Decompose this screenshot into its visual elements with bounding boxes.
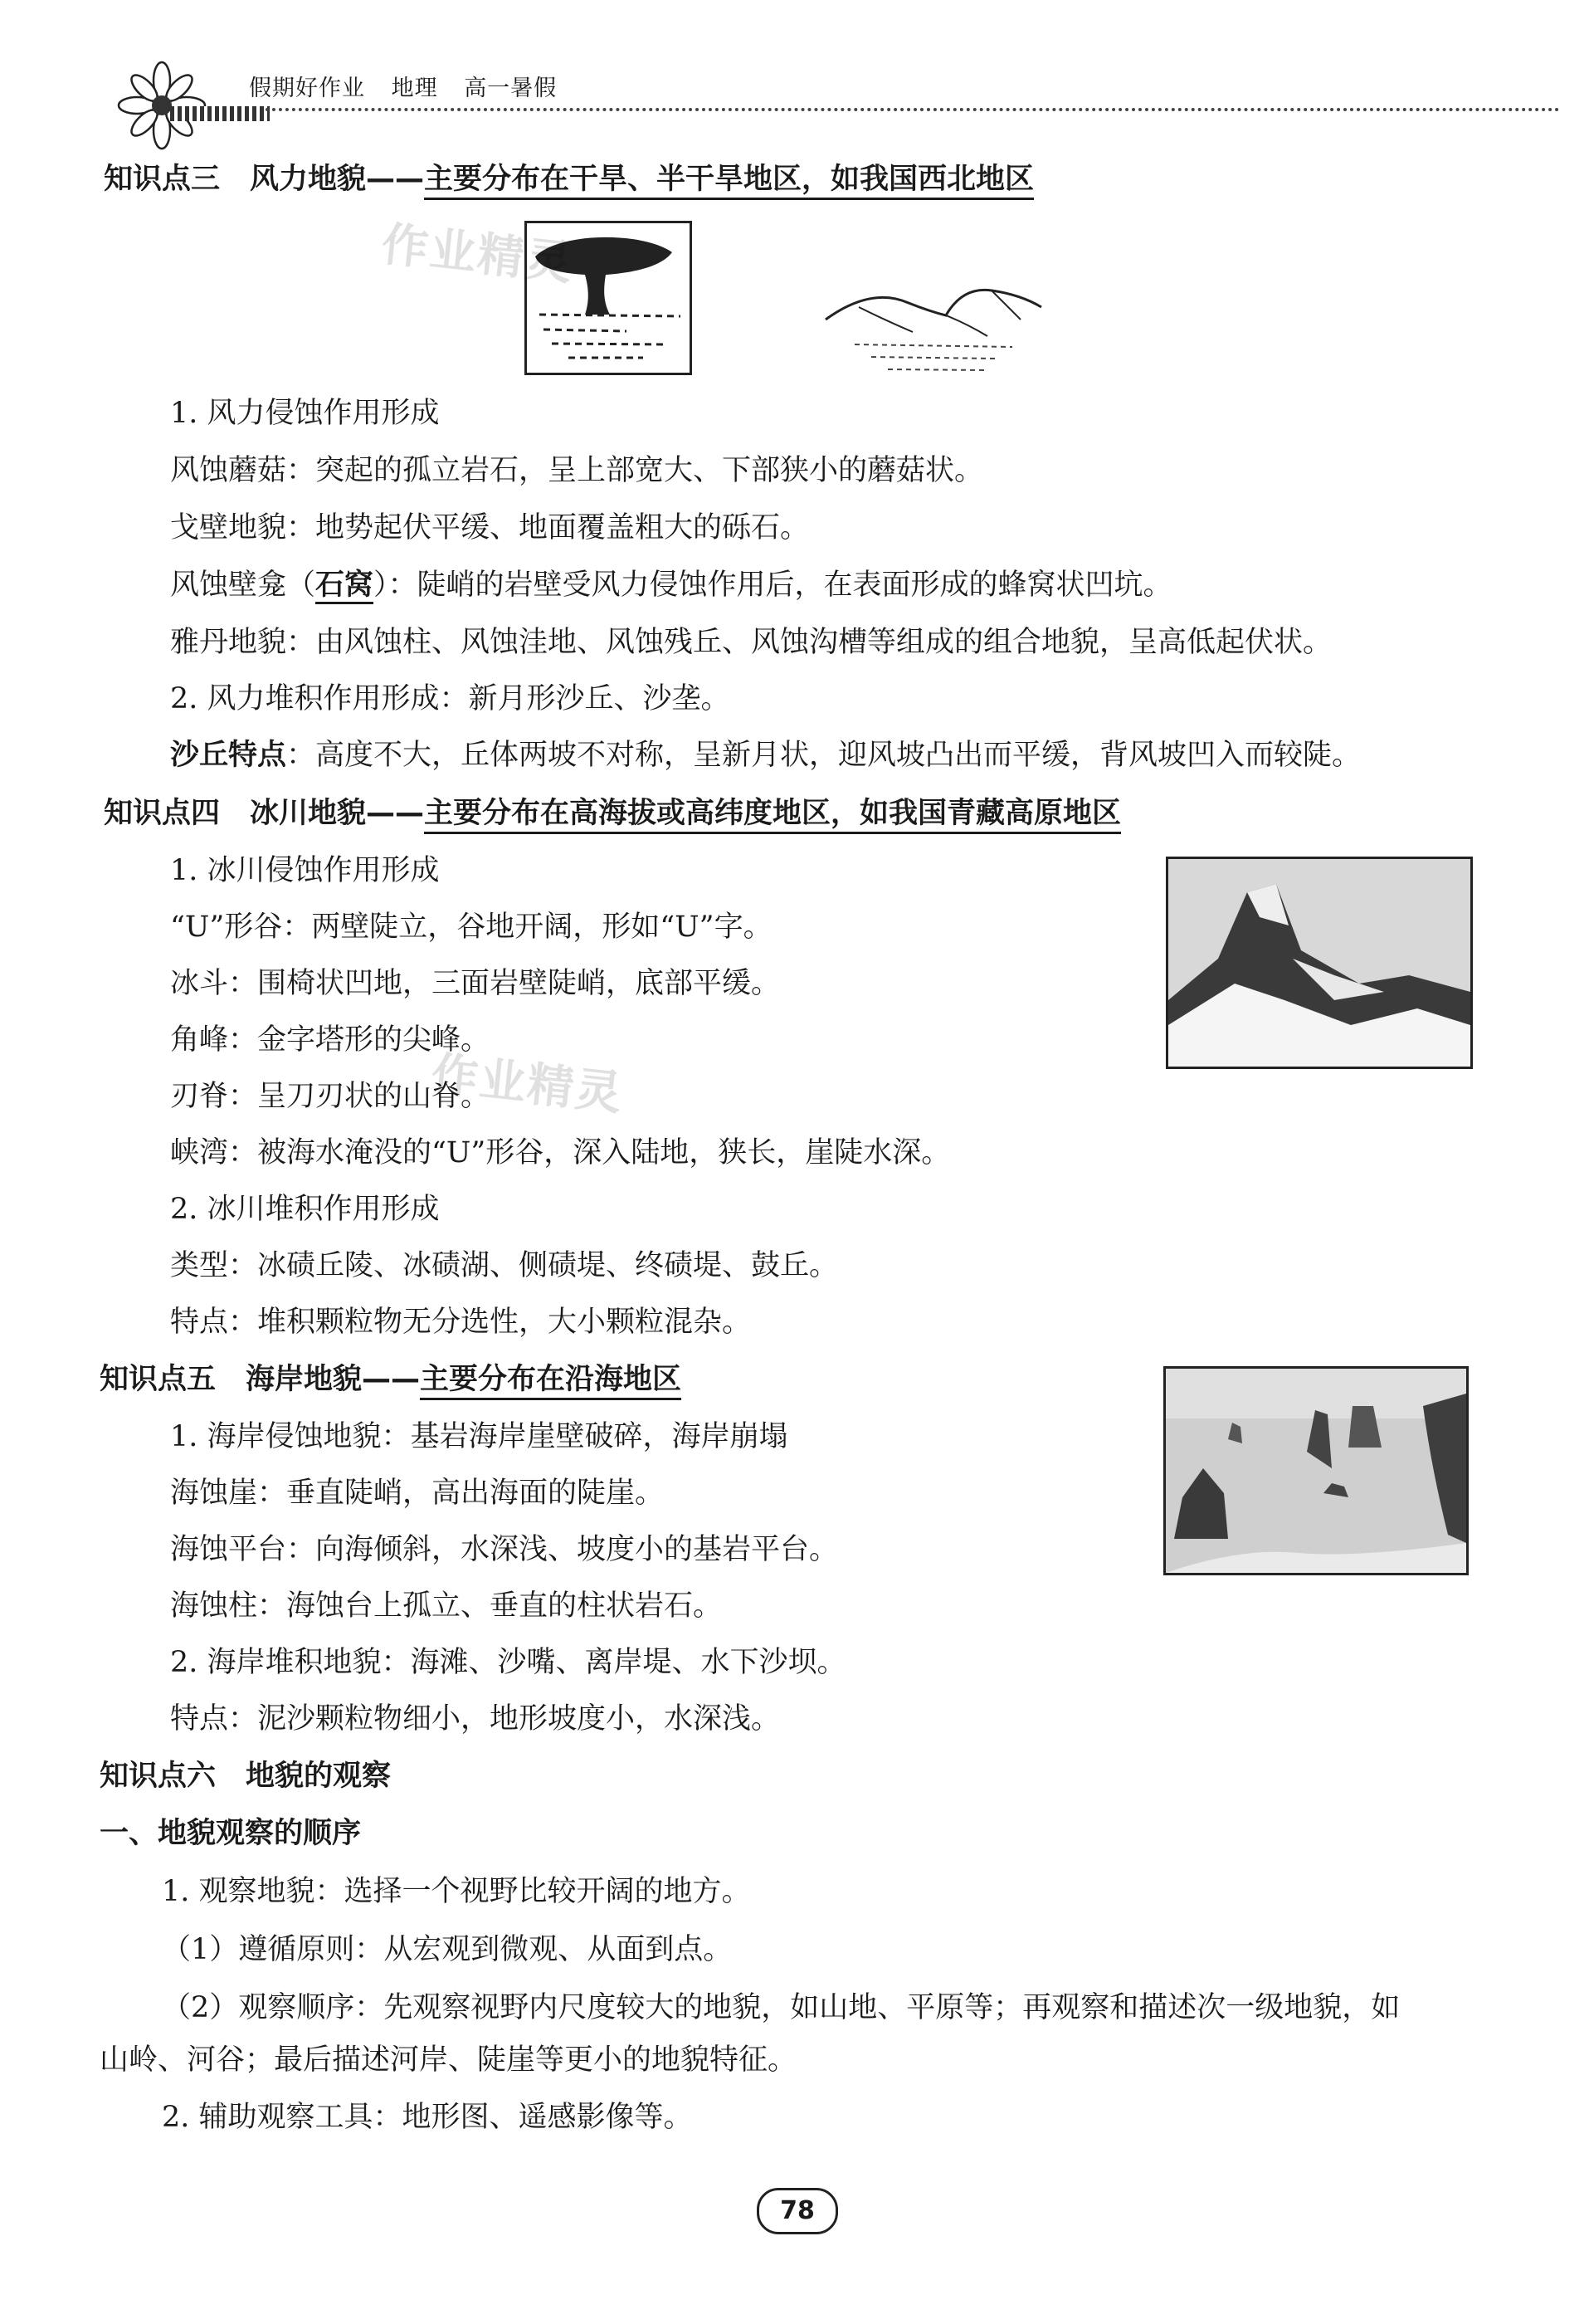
glacier-erosion-heading: 1. 冰川侵蚀作用形成: [170, 854, 440, 887]
fjord-item: 峡湾：被海水淹没的“U”形谷，深入陆地，狭长，崖陡水深。: [170, 1136, 951, 1169]
glacier-deposition-heading: 2. 冰川堆积作用形成: [170, 1193, 440, 1226]
observation-order-heading: 一、地貌观察的顺序: [100, 1817, 362, 1850]
horn-item: 角峰：金字塔形的尖峰。: [170, 1023, 490, 1057]
coastal-deposition-heading: 2. 海岸堆积地貌：海滩、沙嘴、离岸堤、水下沙坝。: [170, 1646, 846, 1679]
header-title: [249, 70, 575, 102]
glacier-horn-photo: [1166, 857, 1473, 1069]
glacier-types-item: 类型：冰碛丘陵、冰碛湖、侧碛堤、终碛堤、鼓丘。: [170, 1249, 839, 1282]
header-book: 假期好作业: [249, 76, 365, 101]
tools-item: 2. 辅助观察工具：地形图、遥感影像等。: [162, 2101, 693, 2134]
header-subject: 地理: [391, 76, 438, 101]
header-dotted-rule: [266, 108, 1560, 111]
order-item: （2）观察顺序：先观察视野内尺度较大的地貌，如山地、平原等；再观察和描述次一级地貌，如: [162, 1991, 1401, 2024]
dune-feature-item: 沙丘特点：高度不大，丘体两坡不对称，呈新月状，迎风坡凸出而平缓，背风坡凹入而较陡。: [170, 739, 1362, 772]
yardang-item: 雅丹地貌：由风蚀柱、风蚀洼地、风蚀残丘、风蚀沟槽等组成的组合地貌，呈高低起伏状。: [170, 626, 1333, 659]
page-number: 78: [757, 2188, 838, 2234]
glacier-features-item: 特点：堆积颗粒物无分选性，大小颗粒混杂。: [170, 1306, 752, 1339]
watermark: 作业精灵: [428, 1047, 626, 1121]
watermark: 作业精灵: [378, 217, 577, 291]
wave-platform-item: 海蚀平台：向海倾斜，水深浅、坡度小的基岩平台。: [170, 1533, 839, 1566]
sea-stack-photo: [1163, 1366, 1469, 1575]
section-6-heading: 知识点六 地貌的观察: [100, 1760, 392, 1793]
section-3-heading: 知识点三 风力地貌——主要分布在干旱、半干旱地区，如我国西北地区: [104, 159, 1034, 199]
order-item-continued: 山岭、河谷；最后描述河岸、陡崖等更小的地貌特征。: [100, 2043, 797, 2077]
u-valley-item: “U”形谷：两壁陡立，谷地开阔，形如“U”字。: [170, 911, 773, 944]
coast-photo-icon: [1166, 1369, 1466, 1573]
section-4-heading: 知识点四 冰川地貌——主要分布在高海拔或高纬度地区，如我国青藏高原地区: [104, 793, 1121, 833]
coastal-features-item: 特点：泥沙颗粒物细小，地形坡度小，水深浅。: [170, 1702, 781, 1736]
sea-stack-item: 海蚀柱：海蚀台上孤立、垂直的柱状岩石。: [170, 1589, 723, 1623]
page-header: [91, 51, 1460, 143]
wind-niche-item: 风蚀壁龛（石窝）：陡峭的岩壁受风力侵蚀作用后，在表面形成的蜂窝状凹坑。: [170, 565, 1172, 605]
gobi-item: 戈壁地貌：地势起伏平缓、地面覆盖粗大的砾石。: [170, 511, 810, 544]
sand-dune-sketch-icon: [821, 274, 1054, 378]
principle-item: （1）遵循原则：从宏观到微观、从面到点。: [162, 1933, 733, 1966]
flower-logo-icon: [116, 60, 207, 151]
wind-mushroom-item: 风蚀蘑菇：突起的孤立岩石，呈上部宽大、下部狭小的蘑菇状。: [170, 454, 984, 487]
sea-cliff-item: 海蚀崖：垂直陡峭，高出海面的陡崖。: [170, 1477, 665, 1510]
wind-erosion-heading: 1. 风力侵蚀作用形成: [170, 397, 440, 430]
cirque-item: 冰斗：围椅状凹地，三面岩壁陡峭，底部平缓。: [170, 967, 781, 1000]
section-5-heading: 知识点五 海岸地貌——主要分布在沿海地区: [100, 1360, 681, 1399]
arete-item: 刃脊：呈刀刃状的山脊。: [170, 1080, 490, 1113]
header-grade: 高一暑假: [464, 76, 558, 101]
header-stripe: [170, 106, 270, 121]
coastal-erosion-heading: 1. 海岸侵蚀地貌：基岩海岸崖壁破碎，海岸崩塌: [170, 1420, 788, 1453]
mountain-photo-icon: [1168, 859, 1470, 1067]
wind-deposition-heading: 2. 风力堆积作用形成：新月形沙丘、沙垄。: [170, 682, 730, 715]
observe-landform-item: 1. 观察地貌：选择一个视野比较开阔的地方。: [162, 1875, 751, 1908]
